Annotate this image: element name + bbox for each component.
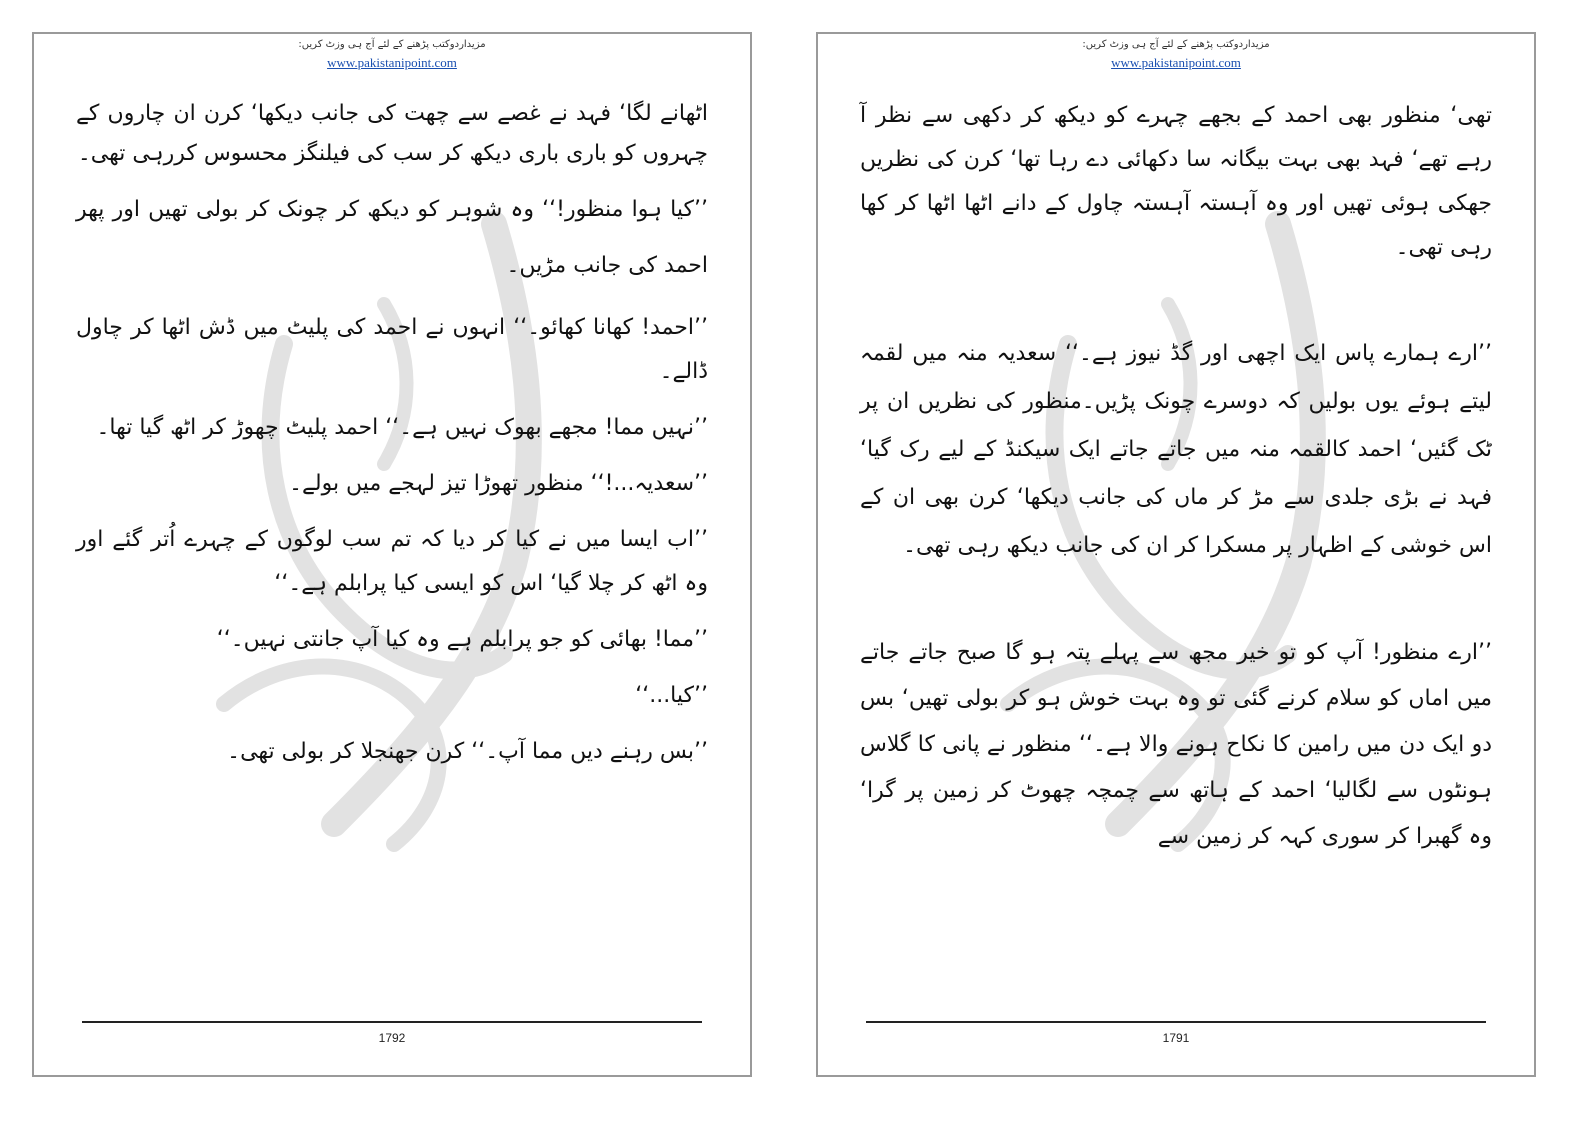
paragraph: تھی‘ منظور بھی احمد کے بجھے چہرے کو دیکھ کر دکھی سے نظر آ رہے تھے‘ فہد بھی بہت بیگانہ سا دکھائی دے رہا تھا‘ کرن کی نظریں جھکی ہوئی تھیں اور وہ آہستہ آہستہ چاول کے دانے اٹھا اٹھا کر کھا رہی تھی۔: [860, 103, 1492, 260]
footer-rule: [82, 1021, 702, 1023]
paragraph: اٹھانے لگا‘ فہد نے غصے سے چھت کی جانب دیکھا‘ کرن ان چاروں کے چہروں کو باری باری دیکھ کر سب کی فیلنگز محسوس کررہی تھی۔: [76, 101, 708, 166]
paragraph: ’’ارے ہمارے پاس ایک اچھی اور گڈ نیوز ہے۔‘‘ سعدیہ منہ میں لقمہ لیتے ہوئے یوں بولیں کہ دوسرے چونک پڑیں۔منظور کی نظریں ان پر ٹک گئیں‘ احمد کالقمہ منہ میں جاتے جاتے ایک سیکنڈ کے لیے رک گیا‘ فہد نے بڑی جلدی سے مڑ کر ماں کی جانب دیکھا‘ کرن بھی ان کے اس خوشی کے اظہار پر مسکرا کر ان کی جانب دیکھ رہی تھی۔: [860, 341, 1492, 558]
page-header: [818, 38, 1534, 71]
footer-rule: [866, 1021, 1486, 1023]
right-page: [816, 32, 1536, 1077]
paragraph: ’’احمد! کھانا کھائو۔‘‘ انہوں نے احمد کی پلیٹ میں ڈش اٹھا کر چاول ڈالے۔: [76, 315, 708, 384]
paragraph: ’’بس رہنے دیں مما آپ۔‘‘ کرن جھنجلا کر بولی تھی۔: [227, 739, 708, 764]
page-number: 1792: [378, 1031, 406, 1045]
paragraph: ’’اب ایسا میں نے کیا کر دیا کہ تم سب لوگوں کے چہرے اُتر گئے اور وہ اٹھ کر چلا گیا‘ اس کو ایسی کیا پرابلم ہے۔‘‘: [76, 527, 708, 596]
paragraph: ’’مما! بھائی کو جو پرابلم ہے وہ کیا آپ جانتی نہیں۔‘‘: [216, 627, 708, 652]
website-link[interactable]: www.pakistanipoint.com: [1111, 55, 1241, 70]
header-note: مزیداردوکتب پڑھنے کے لئے آج ہی وزٹ کریں:: [298, 39, 486, 50]
page-number: 1791: [1162, 1031, 1190, 1045]
paragraph: ’’نہیں مما! مجھے بھوک نہیں ہے۔‘‘ احمد پلیٹ چھوڑ کر اٹھ گیا تھا۔: [96, 415, 708, 440]
paragraph: ’’ارے منظور! آپ کو تو خیر مجھ سے پہلے پتہ ہو گا صبح جاتے جاتے میں اماں کو سلام کرنے گئی تو وہ بہت خوش ہو کر بولی تھیں‘ بس دو ایک دن میں رامین کا نکاح ہونے والا ہے۔‘‘ منظور نے پانی کا گلاس ہونٹوں سے لگالیا‘ احمد کے ہاتھ سے چمچہ چھوٹ کر زمین پر گرا‘ وہ گھبرا کر سوری کہہ کر زمین سے: [860, 640, 1492, 849]
paragraph: ’’کیا ہوا منظور!‘‘ وہ شوہر کو دیکھ کر چونک کر بولی تھیں اور پھر احمد کی جانب مڑیں۔: [76, 197, 708, 278]
page-body: [76, 94, 708, 774]
header-note: مزیداردوکتب پڑھنے کے لئے آج ہی وزٹ کریں:: [1082, 39, 1270, 50]
paragraph: ’’کیا...‘‘: [635, 683, 708, 708]
website-link[interactable]: www.pakistanipoint.com: [327, 55, 457, 70]
page-body: [860, 94, 1492, 860]
left-page: [32, 32, 752, 1077]
page-header: [34, 38, 750, 71]
paragraph: ’’سعدیہ...!‘‘ منظور تھوڑا تیز لہجے میں بولے۔: [289, 471, 708, 496]
